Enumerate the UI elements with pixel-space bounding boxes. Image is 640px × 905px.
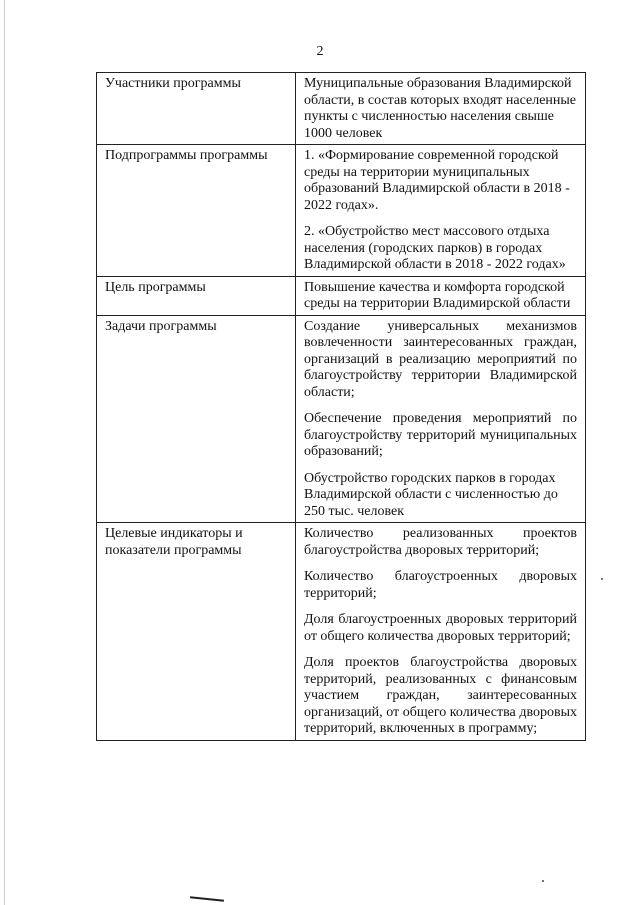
row-value xyxy=(296,276,586,315)
table-row-subprograms xyxy=(97,145,586,277)
row-value xyxy=(296,73,586,145)
value-paragraph: Обустройство городских парков в городах Владимирской области с численностью до 250 тыс. человек xyxy=(304,470,558,519)
row-label: Задачи программы xyxy=(97,315,296,523)
page-number: 2 xyxy=(316,44,324,59)
table-row-participants xyxy=(97,73,586,145)
value-paragraph: 1. «Формирование современной городской среды на территории муниципальных образований Владимирской области в 2018 - 2022 годах». xyxy=(304,148,570,213)
value-paragraph: Количество реализованных проектов благоустройства дворовых территорий; xyxy=(304,526,577,558)
scan-artifact-dot xyxy=(542,880,544,882)
row-value xyxy=(296,145,586,277)
value-paragraph: Доля проектов благоустройства дворовых территорий, реализованных с финансовым участием граждан, заинтересованных организаций, от общего количества дворовых территорий, включенных в программу; xyxy=(304,655,577,736)
value-paragraph: Муниципальные образования Владимирской области, в состав которых входят населенные пункты с численностью населения свыше 1000 человек xyxy=(304,76,577,141)
row-label: Подпрограммы программы xyxy=(97,145,296,277)
table-row-indicators xyxy=(97,523,586,741)
value-paragraph: Повышение качества и комфорта городской среды на территории Владимирской области xyxy=(304,279,571,311)
row-value xyxy=(296,315,586,523)
value-paragraph: Количество благоустроенных дворовых территорий; xyxy=(304,569,577,601)
table-row-tasks xyxy=(97,315,586,523)
table-row-goal xyxy=(97,276,586,315)
row-value xyxy=(296,523,586,741)
value-paragraph: Создание универсальных механизмов вовлеченности заинтересованных граждан, организаций в реализацию мероприятий по благоустройству территории Владимирской области; xyxy=(304,318,577,400)
scan-edge-line xyxy=(4,0,5,905)
scan-artifact-mark xyxy=(190,896,224,902)
scan-artifact-dot xyxy=(601,578,603,580)
value-paragraph: Доля благоустроенных дворовых территорий от общего количества дворовых территорий; xyxy=(304,612,577,644)
row-label: Участники программы xyxy=(97,73,296,145)
program-passport-table xyxy=(96,72,586,741)
row-label: Цель программы xyxy=(97,276,296,315)
row-label: Целевые индикаторы и показатели программы xyxy=(97,523,296,741)
value-paragraph: 2. «Обустройство мест массового отдыха населения (городских парков) в городах Владимирской области в 2018 - 2022 годах» xyxy=(304,224,566,272)
value-paragraph: Обеспечение проведения мероприятий по благоустройству территорий муниципальных образований; xyxy=(304,411,577,459)
